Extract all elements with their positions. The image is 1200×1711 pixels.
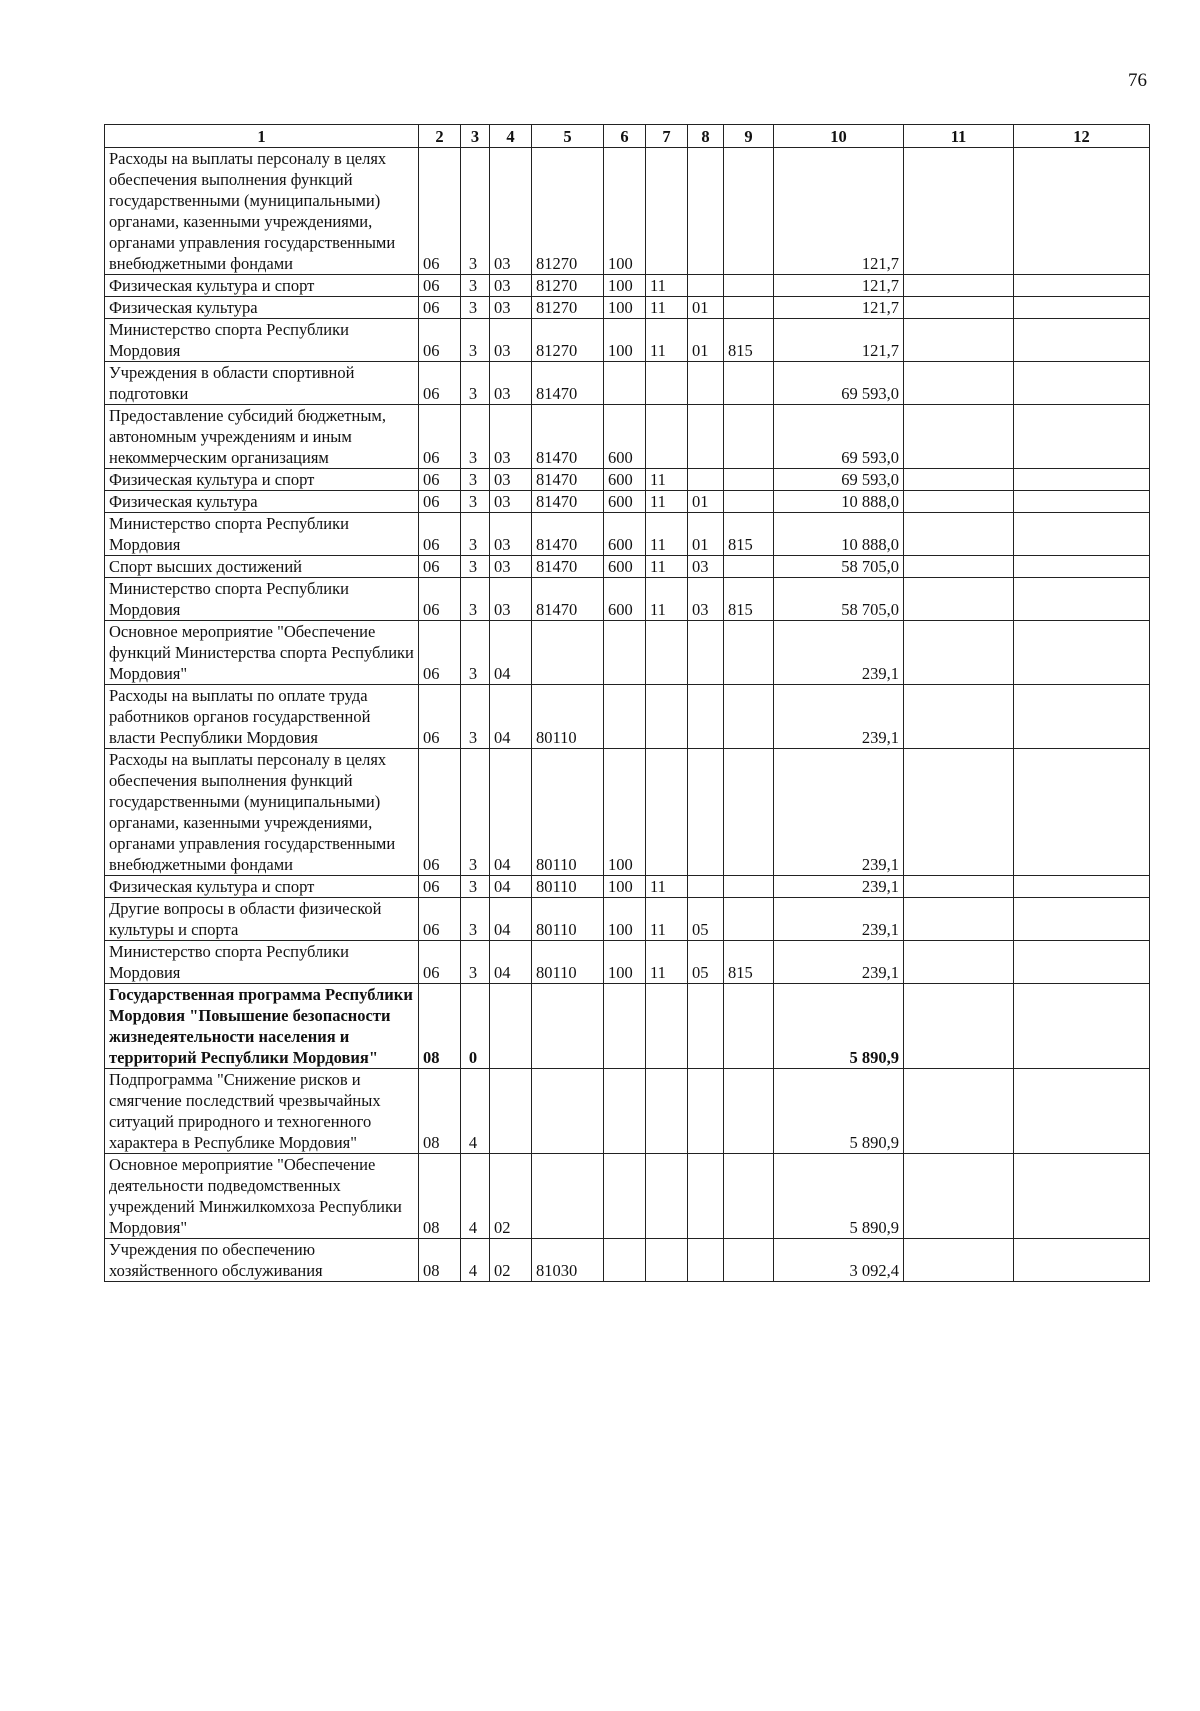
- code-cell: 06: [419, 578, 461, 621]
- code-cell: [688, 685, 724, 749]
- code-cell: 600: [604, 405, 646, 469]
- code-cell: 81470: [532, 405, 604, 469]
- code-cell: [604, 362, 646, 405]
- amount-cell: [1014, 275, 1150, 297]
- code-cell: 100: [604, 749, 646, 876]
- code-cell: 600: [604, 578, 646, 621]
- row-name: Расходы на выплаты персоналу в целях обеспечения выполнения функций государственными (муниципальными) органами, казенными учреждениями, органами управления государственными внебюджетными фондами: [105, 148, 419, 275]
- code-cell: 03: [490, 319, 532, 362]
- row-name: Расходы на выплаты по оплате труда работников органов государственной власти Республики Мордовия: [105, 685, 419, 749]
- code-cell: [646, 362, 688, 405]
- code-cell: [688, 1069, 724, 1154]
- code-cell: 4: [461, 1069, 490, 1154]
- amount-cell: 10 888,0: [774, 513, 904, 556]
- code-cell: 3: [461, 319, 490, 362]
- code-cell: 3: [461, 556, 490, 578]
- code-cell: 3: [461, 621, 490, 685]
- code-cell: 100: [604, 297, 646, 319]
- code-cell: 06: [419, 275, 461, 297]
- row-name: Другие вопросы в области физической культуры и спорта: [105, 898, 419, 941]
- code-cell: [688, 876, 724, 898]
- row-name: Министерство спорта Республики Мордовия: [105, 578, 419, 621]
- code-cell: 03: [490, 148, 532, 275]
- code-cell: 11: [646, 319, 688, 362]
- code-cell: 80110: [532, 941, 604, 984]
- code-cell: [646, 1239, 688, 1282]
- code-cell: 03: [490, 491, 532, 513]
- amount-cell: [904, 898, 1014, 941]
- code-cell: 03: [490, 405, 532, 469]
- amount-cell: [904, 275, 1014, 297]
- amount-cell: 121,7: [774, 319, 904, 362]
- code-cell: 81470: [532, 513, 604, 556]
- code-cell: [688, 148, 724, 275]
- row-name: Министерство спорта Республики Мордовия: [105, 941, 419, 984]
- amount-cell: 239,1: [774, 749, 904, 876]
- code-cell: [688, 1239, 724, 1282]
- code-cell: [604, 984, 646, 1069]
- code-cell: 815: [724, 941, 774, 984]
- amount-cell: [904, 491, 1014, 513]
- code-cell: [604, 1069, 646, 1154]
- row-name: Основное мероприятие "Обеспечение деятельности подведомственных учреждений Минжилкомхоза Республики Мордовия": [105, 1154, 419, 1239]
- code-cell: [646, 148, 688, 275]
- table-row: [105, 1154, 1150, 1239]
- code-cell: 01: [688, 297, 724, 319]
- code-cell: 03: [490, 362, 532, 405]
- amount-cell: 239,1: [774, 898, 904, 941]
- code-cell: 06: [419, 469, 461, 491]
- code-cell: 100: [604, 148, 646, 275]
- code-cell: [532, 1154, 604, 1239]
- code-cell: [724, 148, 774, 275]
- table-row: [105, 941, 1150, 984]
- code-cell: 80110: [532, 876, 604, 898]
- code-cell: 03: [490, 297, 532, 319]
- code-cell: 06: [419, 556, 461, 578]
- code-cell: 06: [419, 685, 461, 749]
- code-cell: [688, 984, 724, 1069]
- amount-cell: [904, 556, 1014, 578]
- code-cell: 11: [646, 513, 688, 556]
- code-cell: 100: [604, 941, 646, 984]
- row-name: Основное мероприятие "Обеспечение функций Министерства спорта Республики Мордовия": [105, 621, 419, 685]
- row-name: Расходы на выплаты персоналу в целях обеспечения выполнения функций государственными (муниципальными) органами, казенными учреждениями, органами управления государственными внебюджетными фондами: [105, 749, 419, 876]
- code-cell: 05: [688, 898, 724, 941]
- code-cell: [724, 876, 774, 898]
- amount-cell: [1014, 513, 1150, 556]
- code-cell: [688, 362, 724, 405]
- code-cell: 08: [419, 1239, 461, 1282]
- code-cell: 4: [461, 1154, 490, 1239]
- amount-cell: 69 593,0: [774, 362, 904, 405]
- amount-cell: [1014, 898, 1150, 941]
- table-row: [105, 556, 1150, 578]
- row-name: Физическая культура: [105, 297, 419, 319]
- amount-cell: [904, 749, 1014, 876]
- page-number: 76: [1128, 70, 1147, 91]
- amount-cell: [904, 621, 1014, 685]
- code-cell: 03: [490, 578, 532, 621]
- amount-cell: 3 092,4: [774, 1239, 904, 1282]
- code-cell: 08: [419, 1069, 461, 1154]
- code-cell: 01: [688, 491, 724, 513]
- amount-cell: [1014, 749, 1150, 876]
- code-cell: 04: [490, 898, 532, 941]
- code-cell: 04: [490, 749, 532, 876]
- code-cell: 80110: [532, 898, 604, 941]
- code-cell: 3: [461, 297, 490, 319]
- code-cell: 81470: [532, 362, 604, 405]
- table-row: [105, 876, 1150, 898]
- code-cell: [646, 1069, 688, 1154]
- table-row: [105, 362, 1150, 405]
- code-cell: [724, 749, 774, 876]
- code-cell: [724, 1069, 774, 1154]
- amount-cell: 239,1: [774, 621, 904, 685]
- amount-cell: [904, 513, 1014, 556]
- code-cell: 03: [490, 469, 532, 491]
- code-cell: [646, 749, 688, 876]
- code-cell: [604, 1239, 646, 1282]
- code-cell: [490, 1069, 532, 1154]
- code-cell: 08: [419, 984, 461, 1069]
- code-cell: 01: [688, 513, 724, 556]
- code-cell: 3: [461, 491, 490, 513]
- code-cell: [724, 685, 774, 749]
- code-cell: 06: [419, 621, 461, 685]
- code-cell: 04: [490, 685, 532, 749]
- code-cell: [724, 491, 774, 513]
- header-cell: 7: [646, 125, 688, 148]
- code-cell: [724, 297, 774, 319]
- code-cell: 80110: [532, 749, 604, 876]
- code-cell: [646, 984, 688, 1069]
- row-name: Учреждения по обеспечению хозяйственного обслуживания: [105, 1239, 419, 1282]
- amount-cell: [1014, 319, 1150, 362]
- code-cell: 3: [461, 469, 490, 491]
- table-row: [105, 469, 1150, 491]
- code-cell: 06: [419, 491, 461, 513]
- code-cell: 04: [490, 621, 532, 685]
- amount-cell: [1014, 148, 1150, 275]
- code-cell: [688, 469, 724, 491]
- code-cell: 81270: [532, 275, 604, 297]
- code-cell: [724, 275, 774, 297]
- row-name: Спорт высших достижений: [105, 556, 419, 578]
- code-cell: 600: [604, 513, 646, 556]
- code-cell: 100: [604, 319, 646, 362]
- row-name: Подпрограмма "Снижение рисков и смягчение последствий чрезвычайных ситуаций природного и техногенного характера в Республике Мордовия": [105, 1069, 419, 1154]
- code-cell: 03: [688, 556, 724, 578]
- code-cell: 3: [461, 685, 490, 749]
- code-cell: [688, 621, 724, 685]
- code-cell: 11: [646, 556, 688, 578]
- code-cell: 3: [461, 749, 490, 876]
- code-cell: [604, 1154, 646, 1239]
- code-cell: 06: [419, 319, 461, 362]
- amount-cell: 58 705,0: [774, 578, 904, 621]
- code-cell: 06: [419, 941, 461, 984]
- row-name: Министерство спорта Республики Мордовия: [105, 513, 419, 556]
- amount-cell: [904, 319, 1014, 362]
- code-cell: 11: [646, 941, 688, 984]
- header-cell: 2: [419, 125, 461, 148]
- code-cell: 08: [419, 1154, 461, 1239]
- table-row: [105, 685, 1150, 749]
- code-cell: 11: [646, 275, 688, 297]
- amount-cell: 121,7: [774, 148, 904, 275]
- amount-cell: 121,7: [774, 297, 904, 319]
- code-cell: 81470: [532, 491, 604, 513]
- budget-table: [104, 124, 1150, 1282]
- amount-cell: [1014, 578, 1150, 621]
- header-cell: 8: [688, 125, 724, 148]
- header-cell: 5: [532, 125, 604, 148]
- header-cell: 10: [774, 125, 904, 148]
- code-cell: [724, 1239, 774, 1282]
- header-cell: 9: [724, 125, 774, 148]
- amount-cell: [904, 1069, 1014, 1154]
- amount-cell: 239,1: [774, 685, 904, 749]
- amount-cell: 5 890,9: [774, 1154, 904, 1239]
- amount-cell: 5 890,9: [774, 1069, 904, 1154]
- code-cell: 600: [604, 491, 646, 513]
- table-row: [105, 297, 1150, 319]
- amount-cell: [904, 984, 1014, 1069]
- table-row: [105, 621, 1150, 685]
- amount-cell: [1014, 685, 1150, 749]
- code-cell: 100: [604, 275, 646, 297]
- code-cell: [724, 405, 774, 469]
- table-body: [105, 148, 1150, 1282]
- amount-cell: [904, 148, 1014, 275]
- row-name: Физическая культура и спорт: [105, 469, 419, 491]
- code-cell: 3: [461, 513, 490, 556]
- amount-cell: [1014, 556, 1150, 578]
- header-cell: 4: [490, 125, 532, 148]
- code-cell: 11: [646, 578, 688, 621]
- code-cell: 03: [490, 513, 532, 556]
- code-cell: 3: [461, 898, 490, 941]
- code-cell: 100: [604, 898, 646, 941]
- code-cell: 3: [461, 405, 490, 469]
- code-cell: [688, 1154, 724, 1239]
- amount-cell: 10 888,0: [774, 491, 904, 513]
- amount-cell: [904, 1239, 1014, 1282]
- header-cell: 1: [105, 125, 419, 148]
- code-cell: 3: [461, 148, 490, 275]
- amount-cell: [1014, 1069, 1150, 1154]
- code-cell: [646, 621, 688, 685]
- row-name: Государственная программа Республики Мордовия "Повышение безопасности жизнедеятельности населения и территорий Республики Мордовия": [105, 984, 419, 1069]
- table-row: [105, 319, 1150, 362]
- code-cell: [532, 984, 604, 1069]
- code-cell: 600: [604, 556, 646, 578]
- code-cell: 03: [490, 556, 532, 578]
- code-cell: 80110: [532, 685, 604, 749]
- code-cell: [646, 405, 688, 469]
- code-cell: 3: [461, 941, 490, 984]
- code-cell: 06: [419, 513, 461, 556]
- code-cell: [724, 621, 774, 685]
- table-row: [105, 1239, 1150, 1282]
- row-name: Учреждения в области спортивной подготовки: [105, 362, 419, 405]
- amount-cell: [904, 876, 1014, 898]
- code-cell: [724, 984, 774, 1069]
- code-cell: 81470: [532, 469, 604, 491]
- code-cell: 11: [646, 297, 688, 319]
- code-cell: 815: [724, 319, 774, 362]
- amount-cell: [904, 469, 1014, 491]
- code-cell: 11: [646, 469, 688, 491]
- amount-cell: [1014, 984, 1150, 1069]
- code-cell: 0: [461, 984, 490, 1069]
- code-cell: 3: [461, 275, 490, 297]
- amount-cell: [904, 405, 1014, 469]
- amount-cell: [1014, 297, 1150, 319]
- table-row: [105, 984, 1150, 1069]
- code-cell: 06: [419, 876, 461, 898]
- table-row: [105, 513, 1150, 556]
- table-row: [105, 405, 1150, 469]
- code-cell: 81470: [532, 578, 604, 621]
- code-cell: 03: [688, 578, 724, 621]
- code-cell: 06: [419, 749, 461, 876]
- code-cell: [646, 1154, 688, 1239]
- code-cell: 81270: [532, 148, 604, 275]
- code-cell: 06: [419, 297, 461, 319]
- table-row: [105, 578, 1150, 621]
- table-row: [105, 898, 1150, 941]
- code-cell: 81470: [532, 556, 604, 578]
- amount-cell: [904, 941, 1014, 984]
- code-cell: [532, 621, 604, 685]
- code-cell: [724, 556, 774, 578]
- code-cell: 03: [490, 275, 532, 297]
- code-cell: 11: [646, 876, 688, 898]
- amount-cell: [904, 685, 1014, 749]
- code-cell: 05: [688, 941, 724, 984]
- code-cell: [688, 749, 724, 876]
- code-cell: 06: [419, 362, 461, 405]
- code-cell: [604, 621, 646, 685]
- code-cell: 11: [646, 491, 688, 513]
- header-cell: 11: [904, 125, 1014, 148]
- amount-cell: 69 593,0: [774, 469, 904, 491]
- header-cell: 6: [604, 125, 646, 148]
- amount-cell: 5 890,9: [774, 984, 904, 1069]
- amount-cell: [1014, 362, 1150, 405]
- amount-cell: [904, 297, 1014, 319]
- code-cell: [604, 685, 646, 749]
- code-cell: 3: [461, 362, 490, 405]
- table-row: [105, 491, 1150, 513]
- amount-cell: 239,1: [774, 876, 904, 898]
- amount-cell: 239,1: [774, 941, 904, 984]
- row-name: Министерство спорта Республики Мордовия: [105, 319, 419, 362]
- code-cell: [724, 362, 774, 405]
- amount-cell: [1014, 405, 1150, 469]
- amount-cell: [1014, 491, 1150, 513]
- code-cell: 02: [490, 1239, 532, 1282]
- amount-cell: 69 593,0: [774, 405, 904, 469]
- amount-cell: [904, 1154, 1014, 1239]
- code-cell: [532, 1069, 604, 1154]
- code-cell: [724, 1154, 774, 1239]
- amount-cell: [904, 362, 1014, 405]
- row-name: Физическая культура и спорт: [105, 275, 419, 297]
- code-cell: [688, 405, 724, 469]
- code-cell: 815: [724, 513, 774, 556]
- code-cell: 81270: [532, 319, 604, 362]
- table-row: [105, 749, 1150, 876]
- code-cell: 81030: [532, 1239, 604, 1282]
- header-cell: 12: [1014, 125, 1150, 148]
- code-cell: 04: [490, 941, 532, 984]
- code-cell: [490, 984, 532, 1069]
- table-row: [105, 275, 1150, 297]
- code-cell: 02: [490, 1154, 532, 1239]
- row-name: Физическая культура: [105, 491, 419, 513]
- code-cell: [724, 469, 774, 491]
- code-cell: 06: [419, 405, 461, 469]
- code-cell: 11: [646, 898, 688, 941]
- amount-cell: [1014, 1154, 1150, 1239]
- amount-cell: [1014, 469, 1150, 491]
- amount-cell: [1014, 876, 1150, 898]
- amount-cell: 58 705,0: [774, 556, 904, 578]
- row-name: Предоставление субсидий бюджетным, автономным учреждениям и иным некоммерческим организациям: [105, 405, 419, 469]
- table-row: [105, 148, 1150, 275]
- code-cell: 600: [604, 469, 646, 491]
- code-cell: 4: [461, 1239, 490, 1282]
- code-cell: 01: [688, 319, 724, 362]
- code-cell: 06: [419, 148, 461, 275]
- code-cell: 3: [461, 578, 490, 621]
- table-row: [105, 1069, 1150, 1154]
- amount-cell: [1014, 621, 1150, 685]
- header-row: [105, 125, 1150, 148]
- code-cell: [688, 275, 724, 297]
- row-name: Физическая культура и спорт: [105, 876, 419, 898]
- amount-cell: 121,7: [774, 275, 904, 297]
- code-cell: 3: [461, 876, 490, 898]
- code-cell: 815: [724, 578, 774, 621]
- code-cell: 81270: [532, 297, 604, 319]
- code-cell: 04: [490, 876, 532, 898]
- code-cell: [724, 898, 774, 941]
- code-cell: 06: [419, 898, 461, 941]
- header-cell: 3: [461, 125, 490, 148]
- amount-cell: [1014, 1239, 1150, 1282]
- amount-cell: [1014, 941, 1150, 984]
- amount-cell: [904, 578, 1014, 621]
- code-cell: 100: [604, 876, 646, 898]
- code-cell: [646, 685, 688, 749]
